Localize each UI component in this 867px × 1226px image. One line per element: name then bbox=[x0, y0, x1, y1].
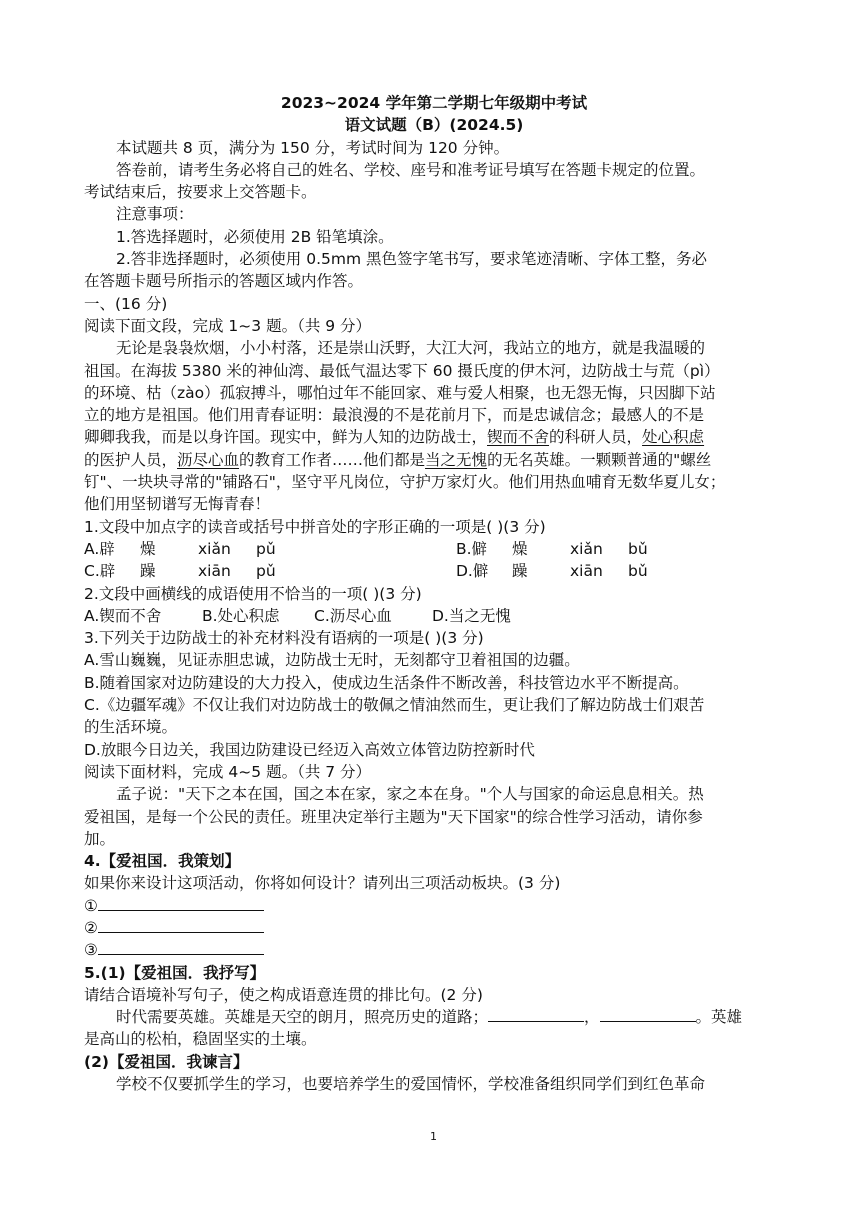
passage-line: 祖国。在海拔 5380 米的神仙湾、最低气温达零下 60 摄氏度的伊木河，边防战士与荒（pì） bbox=[84, 361, 720, 380]
option-c-continued: 的生活环境。 bbox=[84, 718, 178, 737]
sentence-text: 时代需要英雄。英雄是天空的朗月，照亮历史的道路； bbox=[116, 1008, 489, 1027]
reading-instruction: 阅读下面材料，完成 4~5 题。（共 7 分） bbox=[84, 762, 372, 781]
option-d: D.放眼今日边关，我国边防建设已经迈入高效立体管边防控新时代 bbox=[84, 740, 535, 759]
option-d: D.当之无愧 bbox=[432, 606, 511, 625]
option-b-part: xiǎn bbox=[570, 539, 603, 558]
option-c: C.辟 bbox=[84, 562, 116, 581]
intro-line: 答卷前，请考生务必将自己的姓名、学校、座号和准考证号填写在答题卡规定的位置。 bbox=[116, 160, 706, 179]
question-1-options-row bbox=[84, 538, 784, 560]
underlined-idiom: 沥尽心血 bbox=[177, 450, 240, 469]
notes-title: 注意事项： bbox=[116, 205, 194, 224]
option-d-part: 躁 bbox=[512, 562, 528, 581]
passage-line: 他们用坚韧谱写无悔青春！ bbox=[84, 495, 271, 514]
intro-line: 考试结束后，按要求上交答题卡。 bbox=[84, 183, 317, 202]
option-b: B.随着国家对边防建设的大力投入，使成边生活条件不断改善，科技管边水平不断提高。 bbox=[84, 673, 689, 692]
passage-text: 的教育工作者……他们都是 bbox=[239, 450, 426, 469]
note-item: 1.答选择题时，必须使用 2B 铅笔填涂。 bbox=[116, 227, 394, 246]
option-a-part: xiǎn bbox=[198, 539, 231, 558]
option-a: A.辟 bbox=[84, 539, 115, 558]
option-c: C.沥尽心血 bbox=[314, 606, 392, 625]
option-c-part: pǔ bbox=[256, 562, 276, 581]
passage-line bbox=[84, 449, 784, 471]
sentence-text: 。英雄 bbox=[695, 1008, 743, 1027]
question-2-stem: 2.文段中画横线的成语使用不恰当的一项( )(3 分) bbox=[84, 584, 422, 603]
option-d: D.僻 bbox=[456, 562, 489, 581]
underlined-idiom: 处心积虑 bbox=[642, 428, 705, 447]
option-a-part: pǔ bbox=[256, 539, 276, 558]
question-5-part2-title: (2)【爱祖国．我谏言】 bbox=[84, 1052, 249, 1071]
option-b: B.僻 bbox=[456, 539, 488, 558]
fill-in-sentence-continued: 是高山的松柏，稳固坚实的土壤。 bbox=[84, 1030, 317, 1049]
underlined-idiom: 锲而不舍 bbox=[487, 428, 550, 447]
sentence-separator: ， bbox=[584, 1008, 600, 1027]
option-a: A.锲而不舍 bbox=[84, 606, 162, 625]
page-number: 1 bbox=[430, 1130, 437, 1143]
question-2-options-row bbox=[84, 605, 784, 627]
passage-text: 的医护人员， bbox=[84, 450, 178, 469]
exam-page bbox=[84, 92, 784, 1095]
note-item: 2.答非选择题时，必须使用 0.5mm 黑色签字笔书写，要求笔迹清晰、字体工整，务必 bbox=[116, 250, 707, 269]
question-1-options-row bbox=[84, 560, 784, 582]
option-c-part: 躁 bbox=[140, 562, 156, 581]
passage-text: 的无名英雄。一颗颗普通的"螺丝 bbox=[487, 450, 712, 469]
option-b-part: bǔ bbox=[628, 539, 648, 558]
passage-line: 的环境、枯（zào）孤寂搏斗，哪怕过年不能回家、难与爱人相聚，也无怨无悔，只因脚下站 bbox=[84, 383, 716, 402]
exam-title: 2023~2024 学年第二学期七年级期中考试 bbox=[280, 94, 588, 112]
answer-line-2 bbox=[84, 917, 784, 939]
section-heading: 一、(16 分) bbox=[84, 294, 168, 313]
passage-text: 卿卿我我，而是以身许国。现实中，鲜为人知的边防战士， bbox=[84, 428, 488, 447]
question-3-stem: 3.下列关于边防战士的补充材料没有语病的一项是( )(3 分) bbox=[84, 629, 484, 648]
material-line: 孟子说："天下之本在国，国之本在家，家之本在身。"个人与国家的命运息息相关。热 bbox=[116, 785, 704, 804]
option-c: C.《边疆军魂》不仅让我们对边防战士的敬佩之情油然而生，更让我们了解边防战士们艰苦 bbox=[84, 696, 705, 715]
answer-marker: ② bbox=[84, 918, 98, 937]
answer-line-3 bbox=[84, 939, 784, 961]
answer-line-1 bbox=[84, 895, 784, 917]
passage-line: 无论是袅袅炊烟，小小村落，还是崇山沃野，大江大河，我站立的地方，就是我温暖的 bbox=[116, 339, 706, 358]
passage-line bbox=[84, 426, 784, 448]
answer-blank[interactable] bbox=[98, 918, 264, 933]
question-5-title: 5.(1)【爱祖国．我抒写】 bbox=[84, 963, 266, 982]
option-b-part: 燥 bbox=[512, 539, 528, 558]
answer-marker: ③ bbox=[84, 941, 98, 960]
passage-line: 立的地方是祖国。他们用青春证明：最浪漫的不是花前月下，而是忠诚信念；最感人的不是 bbox=[84, 406, 705, 425]
answer-marker: ① bbox=[84, 896, 98, 915]
note-item: 在答题卡题号所指示的答题区域内作答。 bbox=[84, 272, 364, 291]
question-4-stem: 如果你来设计这项活动，你将如何设计？请列出三项活动板块。(3 分) bbox=[84, 874, 561, 893]
material-line: 爱祖国，是每一个公民的责任。班里决定举行主题为"天下国家"的综合性学习活动，请你参 bbox=[84, 807, 703, 826]
question-1-stem: 1.文段中加点字的读音或括号中拼音处的字形正确的一项是( )(3 分) bbox=[84, 517, 546, 536]
underlined-idiom: 当之无愧 bbox=[425, 450, 488, 469]
passage-line: 钉"、一块块寻常的"铺路石"，坚守平凡岗位，守护万家灯火。他们用热血哺育无数华夏儿女； bbox=[84, 473, 726, 492]
passage-text: 的科研人员， bbox=[549, 428, 643, 447]
answer-blank[interactable] bbox=[98, 896, 264, 911]
exam-subtitle: 语文试题（B）(2024.5) bbox=[344, 116, 524, 135]
option-a: A.雪山巍巍，见证赤胆忠诚，边防战士无时，无刻都守卫着祖国的边疆。 bbox=[84, 651, 580, 670]
option-d-part: xiān bbox=[570, 562, 603, 581]
option-b: B.处心积虑 bbox=[202, 606, 280, 625]
question-5-stem: 请结合语境补写句子，使之构成语意连贯的排比句。(2 分) bbox=[84, 985, 483, 1004]
intro-line: 本试题共 8 页，满分为 150 分，考试时间为 120 分钟。 bbox=[116, 138, 510, 157]
option-c-part: xiān bbox=[198, 562, 231, 581]
option-d-part: bǔ bbox=[628, 562, 648, 581]
fill-blank-2[interactable] bbox=[600, 1007, 696, 1022]
fill-in-sentence bbox=[84, 1006, 784, 1028]
answer-blank[interactable] bbox=[98, 940, 264, 955]
reading-instruction: 阅读下面文段，完成 1~3 题。（共 9 分） bbox=[84, 316, 372, 335]
question-5-part2-text: 学校不仅要抓学生的学习，也要培养学生的爱国情怀，学校准备组织同学们到红色革命 bbox=[116, 1075, 706, 1094]
question-4-title: 4.【爱祖国．我策划】 bbox=[84, 852, 241, 871]
material-line: 加。 bbox=[84, 829, 116, 848]
fill-blank-1[interactable] bbox=[488, 1007, 584, 1022]
option-a-part: 燥 bbox=[140, 539, 156, 558]
